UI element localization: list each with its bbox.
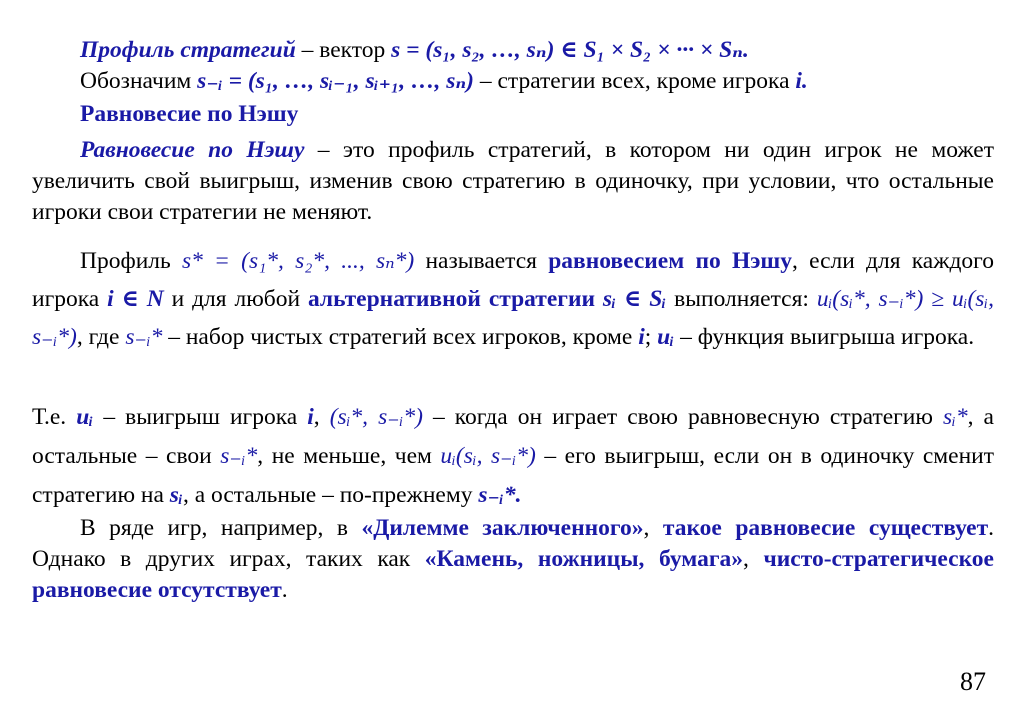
p6-t3: . Однако в других играх, таких как bbox=[32, 515, 994, 572]
formula-i-2: i bbox=[307, 404, 314, 430]
highlight-nash-equilibrium: равновесием по Нэшу bbox=[548, 248, 792, 274]
p4-t6: выполняется: bbox=[666, 286, 817, 312]
p5-t7: – его выигрыш, если он в одиночку сменит стратегию на bbox=[32, 443, 995, 508]
formula-profile: s = (s₁, s₂, …, sₙ) ∈ S₁ × S₂ × ··· × Sₙ. bbox=[391, 37, 749, 63]
p4-t7: , где bbox=[76, 324, 126, 350]
p6-t5: . bbox=[281, 577, 288, 603]
p4-t9: ; bbox=[644, 324, 658, 350]
p6-t1: В ряде игр, например, в bbox=[80, 515, 362, 541]
p4-t5 bbox=[595, 286, 603, 312]
p4-t3: , если для каждого игрока bbox=[32, 248, 994, 312]
p1-text: – вектор bbox=[295, 37, 392, 63]
p5-t8: , а остальные – по-прежнему bbox=[182, 482, 479, 508]
formula-s-minus-i-star: s₋ᵢ* bbox=[125, 324, 163, 350]
formula-si: sᵢ bbox=[169, 482, 183, 508]
p5-t4: – когда он играет свою равновесную стратегию bbox=[422, 404, 943, 430]
examples-paragraph bbox=[32, 513, 994, 606]
highlight-rock-paper-scissors: «Камень, ножницы, бумага» bbox=[424, 546, 744, 572]
p6-t2: , bbox=[643, 515, 663, 541]
formula-si-star: sᵢ* bbox=[943, 404, 968, 430]
player-i: i. bbox=[795, 68, 808, 94]
p5-t2: – выигрыш игрока bbox=[93, 404, 308, 430]
formula-s-star: s* = (s₁*, s₂*, ..., sₙ*) bbox=[181, 248, 415, 274]
formula-ui-deviation: uᵢ(sᵢ, s₋ᵢ*) bbox=[440, 443, 536, 469]
heading-nash-equilibrium: Равновесие по Нэшу bbox=[80, 101, 299, 127]
page-number: 87 bbox=[960, 667, 986, 696]
term-strategy-profile: Профиль стратегий bbox=[80, 37, 296, 63]
p2-text: Обозначим bbox=[80, 68, 198, 94]
formula-si-in-si: sᵢ ∈ Sᵢ bbox=[602, 286, 667, 312]
term-nash-equilibrium: Равновесие по Нэшу bbox=[80, 137, 305, 163]
formula-s-minus-i-star-2: s₋ᵢ* bbox=[220, 443, 258, 469]
formula-ui: uᵢ bbox=[657, 324, 675, 350]
definition-strategy-profile bbox=[32, 35, 994, 66]
p4-t2: называется bbox=[414, 248, 549, 274]
notation-paragraph bbox=[32, 66, 994, 97]
p4-t4: и для любой bbox=[163, 286, 308, 312]
formula-equilibrium-pair: (sᵢ*, s₋ᵢ*) bbox=[329, 404, 423, 430]
highlight-equilibrium-exists: такое равновесие существует bbox=[662, 515, 989, 541]
p5-t1: Т.е. bbox=[32, 404, 77, 430]
formula-inequality: uᵢ(sᵢ*, s₋ᵢ*) ≥ uᵢ(sᵢ, s₋ᵢ*) bbox=[32, 286, 995, 350]
definition-nash-equilibrium bbox=[32, 135, 994, 228]
p5-t5: , а остальные – свои bbox=[32, 404, 994, 469]
formula-s-minus-i-star-3: s₋ᵢ*. bbox=[478, 482, 522, 508]
highlight-prisoners-dilemma: «Дилемме заключенного» bbox=[361, 515, 644, 541]
explanation-paragraph bbox=[32, 398, 994, 515]
p4-t10: – функция выигрыша игрока. bbox=[674, 324, 975, 350]
p3-text: – это профиль стратегий, в котором ни один игрок не может увеличить свой выигрыш, изменив свою стратегию в одиночку, при условии, что остальные игроки свои стратегии не меняют. bbox=[32, 137, 994, 225]
p4-t8: – набор чистых стратегий всех игроков, кроме bbox=[162, 324, 639, 350]
formal-definition bbox=[32, 242, 994, 356]
highlight-no-pure-equilibrium: чисто-стратегическое равновесие отсутствует bbox=[32, 546, 994, 603]
p5-t6: , не меньше, чем bbox=[257, 443, 441, 469]
formula-i: i bbox=[638, 324, 645, 350]
formula-i-in-n: i ∈ N bbox=[107, 286, 164, 312]
p2-tail: – стратегии всех, кроме игрока bbox=[473, 68, 796, 94]
highlight-alternative-strategy: альтернативной стратегии bbox=[307, 286, 596, 312]
p6-t4: , bbox=[743, 546, 764, 572]
section-heading bbox=[32, 99, 994, 130]
formula-ui-2: uᵢ bbox=[76, 404, 94, 430]
p4-t1: Профиль bbox=[80, 248, 182, 274]
p5-t3: , bbox=[313, 404, 330, 430]
formula-s-minus-i: s₋ᵢ = (s₁, …, sᵢ₋₁, sᵢ₊₁, …, sₙ) bbox=[197, 68, 474, 94]
